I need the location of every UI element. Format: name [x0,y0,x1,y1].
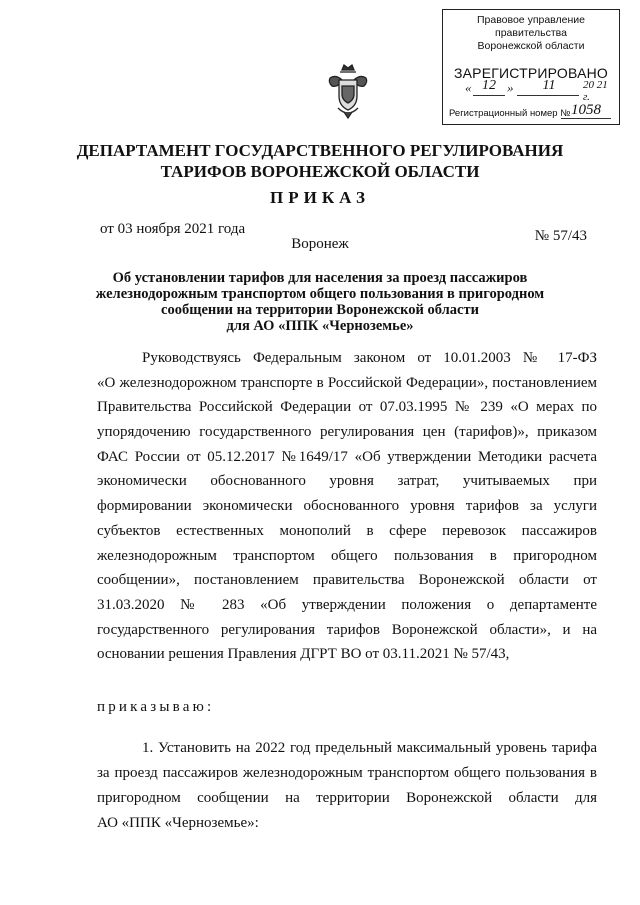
paragraph-line: 31.03.2020 № 283 «Об утверждении положения о департаменте [97,596,597,613]
stamp-year: 20 21 г. [583,79,608,103]
subject-line: сообщении на территории Воронежской области [161,302,479,318]
order-city: Воронеж [291,236,349,252]
order-subject [0,270,640,334]
subject-line: Об установлении тарифов для населения за проезд пассажиров [112,270,528,286]
stamp-reg-number-underline [561,118,611,119]
stamp-org-line-1: Правовое управление правительства [476,14,585,39]
preamble-paragraph [97,346,597,667]
stamp-month: 11 [542,78,556,93]
order-date: от 03 ноября 2021 года [100,221,246,237]
paragraph-line: государственного регулирования тарифов Воронежской области», и на [97,621,597,638]
paragraph-line: упорядочению государственного регулирования цен (тарифов)», приказом [97,424,597,441]
item-1-paragraph [97,736,597,836]
coat-of-arms-icon [326,62,370,120]
stamp-organization [443,14,619,53]
paragraph-line: субъектов естественных монополий в сфере перевозок пассажиров [97,522,597,539]
paragraph-line: основании решения Правления ДГРТ ВО от 03.11.2021 № 57/43, [97,646,510,663]
paragraph-line: АО «ППК «Черноземье»: [97,815,259,831]
paragraph-line: Правительства Российской Федерации от 07.03.1995 № 239 «О мерах по [97,399,597,416]
document-type: ПРИКАЗ [270,188,370,207]
stamp-registered-label: ЗАРЕГИСТРИРОВАНО [453,65,609,81]
paragraph-line: экономически обоснованного уровня затрат, учитываемых при [97,473,597,490]
stamp-day: 12 [482,78,496,93]
stamp-month-underline [517,95,579,96]
paragraph-line: «О железнодорожном транспорте в Российской Федерации», постановлением [97,374,597,391]
stamp-date [465,78,609,103]
stamp-reg-number-label: Регистрационный номер № [449,108,571,119]
paragraph-line: Руководствуясь Федеральным законом от 10.01.2003 № 17-ФЗ [142,350,597,366]
paragraph-line: 1. Установить на 2022 год предельный максимальный уровень тарифа [142,740,597,756]
stamp-org-line-2: Воронежской области [477,40,585,52]
stamp-reg-number: 1058 [571,102,601,118]
paragraph-line: ФАС России от 05.12.2017 №1649/17 «Об утверждении Методики расчета [97,448,597,465]
department-name-line-2: ТАРИФОВ ВОРОНЕЖСКОЙ ОБЛАСТИ [160,162,480,181]
order-number: № 57/43 [534,228,587,244]
paragraph-line: железнодорожным транспортом общего пользования в пригородном [97,547,597,564]
paragraph-line: пригородном сообщении на территории Воронежской области для [97,790,597,806]
stamp-quote-close: » [507,80,514,95]
stamp-day-underline [473,95,505,96]
subject-line: железнодорожным транспортом общего пользования в пригородном [95,286,545,302]
stamp-quote-open: « [465,80,472,95]
paragraph-line: формировании экономически обоснованного уровня тарифов за услуги [97,498,597,515]
registration-stamp [442,9,620,125]
subject-line: для АО «ППК «Черноземье» [226,318,414,334]
paragraph-line: сообщении», постановлением правительства Воронежской области от [97,572,597,589]
department-name-line-1: ДЕПАРТАМЕНТ ГОСУДАРСТВЕННОГО РЕГУЛИРОВАНИЯ [76,141,564,160]
order-directive-word: приказываю: [97,699,215,715]
paragraph-line: за проезд пассажиров железнодорожным транспортом общего пользования в [97,765,597,781]
